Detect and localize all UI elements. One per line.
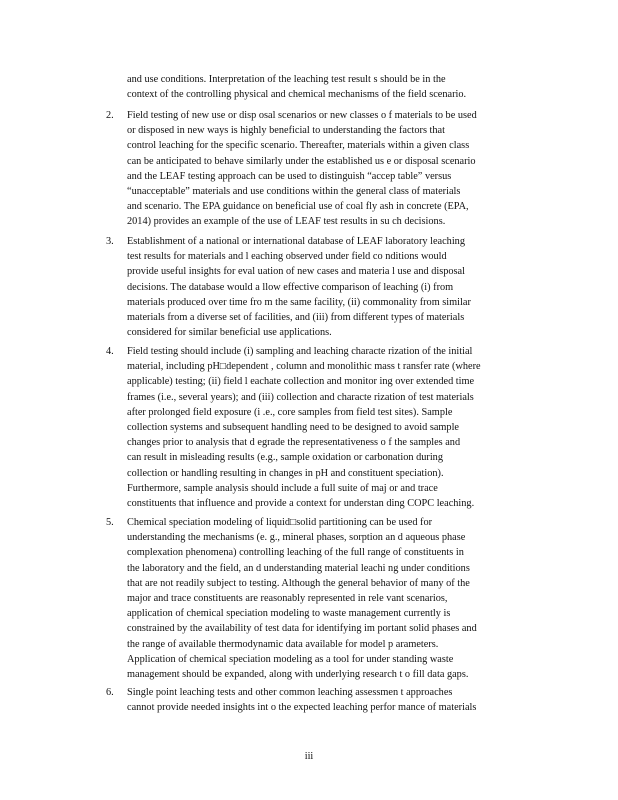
text-line: Field testing of new use or disp osal scenarios or new classes o f materials to be used <box>127 110 477 121</box>
list-number: 5. <box>106 517 114 528</box>
text-line: application of chemical speciation modeling to waste management currently is <box>127 608 451 620</box>
text-line: major and trace constituents are reasonably represented in rele vant scenarios, <box>127 592 448 604</box>
list-number: 4. <box>106 346 114 357</box>
list-item-text <box>127 685 499 715</box>
list-number: 6. <box>106 687 114 698</box>
text-line: can be anticipated to behave similarly under the established us e or disposal scenario <box>127 155 476 167</box>
text-line: Chemical speciation modeling of liquid□solid partitioning can be used for <box>127 517 433 528</box>
text-line: decisions. The database would a llow effective comparison of leaching (i) from <box>127 281 454 293</box>
text-line: test results for materials and l eaching observed under field co nditions would <box>127 251 447 263</box>
text-line: applicable) testing; (ii) field l eachate collection and monitor ing over extended time <box>127 376 475 388</box>
text-line: changes prior to analysis that d egrade the representativeness o f the samples and <box>127 437 461 449</box>
text-line: complexation phenomena) controlling leaching of the full range of constituents in <box>127 547 464 559</box>
text-line: understanding the mechanisms (e. g., mineral phases, sorption an d aqueous phase <box>127 532 466 544</box>
text-line: Field testing should include (i) sampling and leaching characte rization of the initial <box>127 346 473 357</box>
list-number: 3. <box>106 236 114 247</box>
text-line: and scenario. The EPA guidance on beneficial use of coal fly ash in concrete (EPA, <box>127 201 469 213</box>
text-line: the range of available thermodynamic data available for model p arameters. <box>127 638 439 650</box>
page-number: iii <box>304 751 314 762</box>
list-item-text <box>127 108 499 230</box>
text-line: materials from a diverse set of facilities, and (iii) from different types of materials <box>127 311 465 323</box>
text-line: that are not readily subject to testing. Although the general behavior of many of the <box>127 577 470 589</box>
text-line: frames (i.e., several years); and (iii) collection and characte rization of test materials <box>127 391 474 403</box>
text-line: the laboratory and the field, an d understanding material leachi ng under conditions <box>127 562 470 574</box>
text-line: Furthermore, sample analysis should include a full suite of maj or and trace <box>127 482 438 494</box>
text-line: control leaching for the specific scenario. Thereafter, materials within a given class <box>127 140 470 152</box>
text-line: after prolonged field exposure (i .e., core samples from field test sites). Sample <box>127 406 453 418</box>
list-item-text <box>127 344 499 511</box>
text-line: and use conditions. Interpretation of the leaching test result s should be in the <box>127 74 446 85</box>
text-line: provide useful insights for eval uation of new cases and materia l use and disposal <box>127 266 465 278</box>
text-line: “unacceptable” materials and use conditions within the general class of materials <box>127 185 461 197</box>
text-line: context of the controlling physical and chemical mechanisms of the field scenario. <box>127 89 467 101</box>
text-line: Application of chemical speciation modeling as a tool for under standing waste <box>127 653 454 665</box>
text-line: Establishment of a national or international database of LEAF laboratory leaching <box>127 236 465 247</box>
text-line: cannot provide needed insights int o the expected leaching perfor mance of materials <box>127 702 477 714</box>
text-line: constituents that influence and provide a context for understan ding COPC leaching. <box>127 497 475 509</box>
text-line: constrained by the availability of test data for identifying im portant solid phases and <box>127 623 477 635</box>
text-line: can result in misleading results (e.g., sample oxidation or carbonation during <box>127 452 443 464</box>
text-line: material, including pH□dependent , column and monolithic mass t ransfer rate (where <box>127 361 481 373</box>
text-line: considered for similar beneficial use applications. <box>127 327 332 339</box>
continuation-paragraph <box>127 72 499 102</box>
list-number: 2. <box>106 110 114 121</box>
text-line: Single point leaching tests and other common leaching assessmen t approaches <box>127 687 453 698</box>
text-line: 2014) provides an example of the use of LEAF test results in su ch decisions. <box>127 216 446 228</box>
text-line: and the LEAF testing approach can be used to distinguish “accep table” versus <box>127 170 452 182</box>
text-line: collection or handling resulting in changes in pH and constituent speciation). <box>127 467 444 479</box>
text-line: management should be expanded, along with underlying research t o fill data gaps. <box>127 668 469 680</box>
text-line: collection systems and subsequent handling need to be designed to avoid sample <box>127 421 460 433</box>
text-line: or disposed in new ways is highly beneficial to understanding the factors that <box>127 125 445 137</box>
list-item-text <box>127 234 499 340</box>
text-line: materials produced over time fro m the same facility, (ii) commonality from similar <box>127 296 471 308</box>
list-item-text <box>127 515 499 682</box>
